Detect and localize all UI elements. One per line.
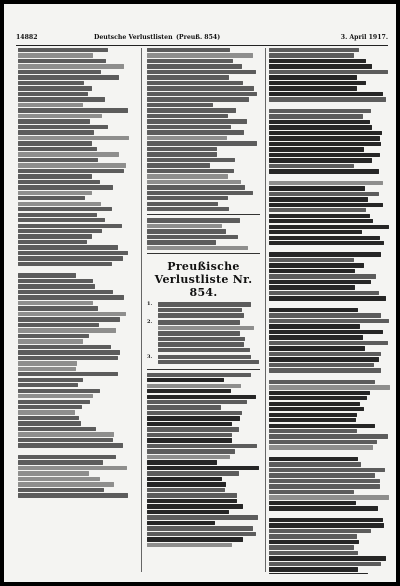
- text-line: [269, 402, 360, 406]
- paper-name: Deutsche Verlustlisten: [94, 34, 173, 41]
- text-line: [269, 64, 372, 68]
- text-line: [269, 363, 374, 367]
- text-line: [18, 262, 112, 266]
- text-line: [147, 224, 222, 228]
- text-line: [147, 97, 249, 101]
- text-line: [18, 438, 113, 442]
- text-line: [269, 70, 388, 74]
- text-line: [147, 218, 240, 222]
- text-line: [147, 174, 228, 178]
- text-line: [147, 207, 229, 211]
- text-line: [147, 499, 237, 503]
- text-line: [18, 229, 102, 233]
- spacer: [18, 449, 132, 455]
- text-line: [18, 400, 90, 404]
- text-line: [269, 109, 371, 113]
- section-rule: [147, 253, 260, 254]
- text-line: [18, 174, 92, 178]
- text-line: [147, 70, 256, 74]
- text-line: [147, 246, 248, 250]
- text-line: [269, 335, 363, 339]
- text-line: [147, 449, 235, 453]
- text-line: [18, 245, 118, 249]
- text-line: [18, 279, 93, 283]
- text-line: [269, 219, 373, 223]
- text-line: [18, 147, 97, 151]
- text-line: [269, 473, 375, 477]
- casualty-list-continued: [147, 48, 260, 211]
- note-number: 3.: [147, 353, 153, 360]
- text-line: [269, 540, 359, 544]
- section-rule: [147, 214, 260, 215]
- text-line: [18, 163, 126, 167]
- text-line: [147, 86, 254, 90]
- text-line: [18, 290, 113, 294]
- text-line: [18, 356, 118, 360]
- text-line: [269, 59, 366, 63]
- text-line: [18, 334, 89, 338]
- text-line: [147, 92, 257, 96]
- text-line: [269, 346, 365, 350]
- text-line: [147, 196, 228, 200]
- text-line: [269, 158, 372, 162]
- text-line: [147, 422, 232, 426]
- text-line: [269, 495, 389, 499]
- text-line: [147, 169, 234, 173]
- text-line: [18, 339, 83, 343]
- text-line: [269, 136, 380, 140]
- text-line: [269, 274, 376, 278]
- text-line: [18, 234, 92, 238]
- text-line: [158, 348, 250, 352]
- text-line: [269, 258, 354, 262]
- text-line: [18, 169, 124, 173]
- text-line: [18, 477, 100, 481]
- text-line: [18, 432, 114, 436]
- page-header: [16, 34, 388, 44]
- text-line: [147, 53, 253, 57]
- text-line: [18, 482, 114, 486]
- text-line: [269, 269, 355, 273]
- column-1: [18, 48, 132, 574]
- text-line: [269, 424, 375, 428]
- text-line: [18, 493, 128, 497]
- text-line: [269, 385, 390, 389]
- text-line: [269, 147, 364, 151]
- text-line: [147, 59, 233, 63]
- text-line: [269, 484, 380, 488]
- text-line: [269, 490, 354, 494]
- text-line: [269, 280, 371, 284]
- text-line: [18, 136, 129, 140]
- column-divider-1: [141, 48, 142, 572]
- text-line: [18, 180, 100, 184]
- text-line: [18, 59, 106, 63]
- text-line: [269, 263, 364, 267]
- spacer: [269, 374, 390, 380]
- text-line: [147, 119, 247, 123]
- note-number: 1.: [147, 301, 153, 308]
- text-line: [158, 342, 244, 346]
- text-line: [147, 163, 210, 167]
- text-line: [269, 479, 380, 483]
- text-line: [147, 466, 259, 470]
- text-line: [147, 147, 217, 151]
- text-line: [147, 488, 225, 492]
- text-line: [269, 551, 358, 555]
- text-line: [18, 350, 120, 354]
- spacer: [269, 302, 390, 308]
- text-line: [269, 518, 383, 522]
- text-line: [269, 534, 357, 538]
- text-line: [147, 81, 243, 85]
- text-line: [269, 285, 355, 289]
- note-item: [147, 302, 260, 318]
- spacer: [269, 512, 390, 518]
- text-line: [147, 384, 241, 388]
- text-line: [269, 313, 381, 317]
- text-line: [147, 411, 242, 415]
- text-line: [18, 306, 98, 310]
- text-line: [18, 64, 124, 68]
- text-line: [269, 319, 389, 323]
- text-line: [269, 468, 385, 472]
- text-line: [18, 394, 93, 398]
- text-line: [147, 532, 256, 536]
- text-line: [18, 130, 94, 134]
- text-line: [269, 252, 381, 256]
- text-line: [18, 312, 126, 316]
- text-line: [147, 471, 239, 475]
- text-line: [18, 421, 81, 425]
- text-line: [18, 383, 78, 387]
- text-line: [18, 240, 87, 244]
- text-line: [269, 114, 363, 118]
- text-line: [18, 273, 76, 277]
- spacer: [269, 175, 390, 181]
- text-line: [147, 477, 222, 481]
- text-line: [18, 295, 124, 299]
- text-line: [18, 410, 75, 414]
- text-line: [18, 443, 123, 447]
- text-line: [147, 229, 226, 233]
- text-line: [269, 208, 366, 212]
- text-line: [269, 131, 382, 135]
- text-line: [18, 224, 122, 228]
- text-line: [147, 141, 257, 145]
- text-line: [147, 395, 256, 399]
- text-line: [147, 185, 245, 189]
- text-line: [147, 202, 218, 206]
- text-line: [147, 493, 237, 497]
- text-line: [147, 378, 224, 382]
- text-line: [269, 92, 383, 96]
- text-line: [147, 158, 235, 162]
- text-line: [18, 389, 100, 393]
- text-line: [147, 482, 226, 486]
- text-line: [158, 337, 245, 341]
- preliminary-notes: [147, 302, 260, 365]
- column-divider-2: [265, 48, 266, 572]
- list-title: Preußische Verlustliste Nr. 854.: [154, 260, 253, 300]
- text-line: [269, 230, 362, 234]
- text-line: [269, 341, 388, 345]
- text-line: [18, 405, 82, 409]
- text-line: [269, 407, 364, 411]
- text-line: [269, 506, 378, 510]
- text-line: [147, 125, 231, 129]
- text-line: [269, 142, 381, 146]
- text-line: [147, 373, 251, 377]
- text-line: [269, 457, 358, 461]
- text-line: [18, 361, 77, 365]
- text-line: [147, 521, 215, 525]
- text-line: [18, 48, 108, 52]
- text-line: [18, 86, 92, 90]
- text-line: [18, 427, 96, 431]
- text-line: [18, 191, 92, 195]
- text-line: [269, 308, 358, 312]
- text-line: [269, 125, 372, 129]
- text-line: [147, 543, 232, 547]
- notes-block: [147, 218, 260, 250]
- text-line: [18, 92, 88, 96]
- text-line: [18, 466, 127, 470]
- text-line: [269, 225, 389, 229]
- text-line: [18, 460, 103, 464]
- section-rule: [147, 369, 260, 370]
- text-line: [269, 391, 370, 395]
- text-line: [158, 355, 251, 359]
- text-line: [269, 197, 368, 201]
- text-line: [269, 545, 354, 549]
- text-line: [147, 416, 240, 420]
- column-3: [269, 48, 390, 574]
- text-line: [147, 235, 238, 239]
- text-line: [147, 75, 229, 79]
- text-line: [158, 320, 240, 324]
- text-line: [269, 445, 373, 449]
- text-line: [147, 114, 228, 118]
- text-line: [269, 567, 358, 571]
- text-line: [18, 256, 123, 260]
- text-line: [147, 152, 217, 156]
- text-line: [18, 416, 79, 420]
- text-line: [18, 345, 111, 349]
- text-line: [269, 169, 379, 173]
- text-line: [269, 501, 356, 505]
- text-line: [18, 53, 93, 57]
- text-line: [147, 405, 221, 409]
- text-line: [18, 317, 120, 321]
- text-line: [18, 251, 128, 255]
- text-line: [269, 413, 357, 417]
- text-line: [269, 75, 357, 79]
- text-line: [158, 308, 242, 312]
- text-line: [269, 330, 383, 334]
- issue-date: 3. April 1917.: [340, 34, 388, 41]
- text-line: [269, 396, 367, 400]
- text-line: [18, 196, 85, 200]
- text-line: [18, 70, 101, 74]
- text-line: [18, 108, 128, 112]
- text-line: [147, 510, 229, 514]
- text-line: [269, 81, 366, 85]
- text-line: [158, 326, 254, 330]
- text-line: [18, 141, 92, 145]
- text-line: [269, 324, 360, 328]
- text-line: [18, 301, 93, 305]
- text-line: [18, 202, 101, 206]
- text-line: [147, 108, 236, 112]
- text-line: [269, 434, 388, 438]
- text-line: [269, 291, 379, 295]
- text-line: [158, 313, 244, 317]
- text-line: [18, 372, 118, 376]
- text-line: [269, 214, 370, 218]
- text-line: [269, 186, 365, 190]
- column-2: [147, 48, 260, 574]
- text-line: [158, 331, 240, 335]
- text-line: [18, 103, 83, 107]
- text-line: [147, 180, 241, 184]
- text-line: [158, 302, 251, 306]
- text-line: [147, 64, 242, 68]
- text-line: [269, 440, 377, 444]
- text-line: [147, 526, 253, 530]
- text-line: [18, 119, 90, 123]
- text-line: [269, 181, 383, 185]
- text-line: [269, 523, 384, 527]
- note-item: [147, 320, 260, 353]
- text-line: [18, 152, 119, 156]
- text-line: [18, 75, 119, 79]
- text-line: [269, 352, 381, 356]
- text-line: [147, 136, 227, 140]
- spacer: [269, 103, 390, 109]
- text-line: [269, 529, 371, 533]
- text-line: [147, 240, 216, 244]
- text-line: [269, 120, 370, 124]
- text-line: [269, 203, 383, 207]
- text-line: [18, 378, 83, 382]
- text-line: [269, 53, 354, 57]
- text-line: [18, 218, 105, 222]
- text-line: [18, 488, 104, 492]
- text-line: [147, 130, 244, 134]
- text-line: [269, 241, 384, 245]
- text-line: [18, 185, 113, 189]
- text-line: [18, 125, 108, 129]
- text-line: [18, 284, 95, 288]
- text-line: [269, 296, 386, 300]
- page-number: 14882: [16, 34, 38, 41]
- text-line: [158, 360, 259, 364]
- text-line: [18, 213, 97, 217]
- text-line: [18, 158, 98, 162]
- text-line: [18, 97, 105, 101]
- text-line: [147, 515, 258, 519]
- text-line: [18, 471, 89, 475]
- text-line: [147, 460, 217, 464]
- casualty-list-entries: [147, 373, 260, 547]
- text-line: [269, 192, 379, 196]
- text-line: [269, 418, 356, 422]
- text-line: [269, 236, 380, 240]
- text-line: [147, 400, 247, 404]
- text-line: [269, 48, 359, 52]
- text-line: [18, 328, 116, 332]
- text-line: [269, 380, 375, 384]
- text-line: [269, 368, 381, 372]
- text-line: [18, 207, 112, 211]
- note-number: 2.: [147, 319, 153, 326]
- text-line: [269, 86, 357, 90]
- text-line: [269, 556, 386, 560]
- text-line: [147, 455, 230, 459]
- text-line: [147, 433, 232, 437]
- text-line: [147, 504, 243, 508]
- text-line: [18, 81, 84, 85]
- text-line: [147, 48, 230, 52]
- note-item: [147, 355, 260, 366]
- text-line: [18, 367, 76, 371]
- text-line: [269, 562, 381, 566]
- text-line: [147, 103, 213, 107]
- header-rule: [16, 45, 388, 46]
- text-line: [269, 429, 357, 433]
- text-line: [269, 357, 379, 361]
- text-line: [269, 462, 361, 466]
- text-line: [147, 444, 257, 448]
- text-line: [269, 153, 380, 157]
- text-line: [18, 323, 99, 327]
- text-line: [147, 427, 239, 431]
- text-line: [18, 455, 116, 459]
- issue-number: (Preuß. 854): [176, 34, 221, 41]
- text-line: [147, 537, 243, 541]
- text-line: [147, 191, 253, 195]
- text-line: [147, 438, 232, 442]
- text-line: [18, 114, 102, 118]
- text-line: [269, 164, 354, 168]
- text-line: [147, 389, 231, 393]
- text-line: [269, 97, 386, 101]
- newspaper-page: [4, 4, 396, 582]
- text-line: [269, 573, 368, 574]
